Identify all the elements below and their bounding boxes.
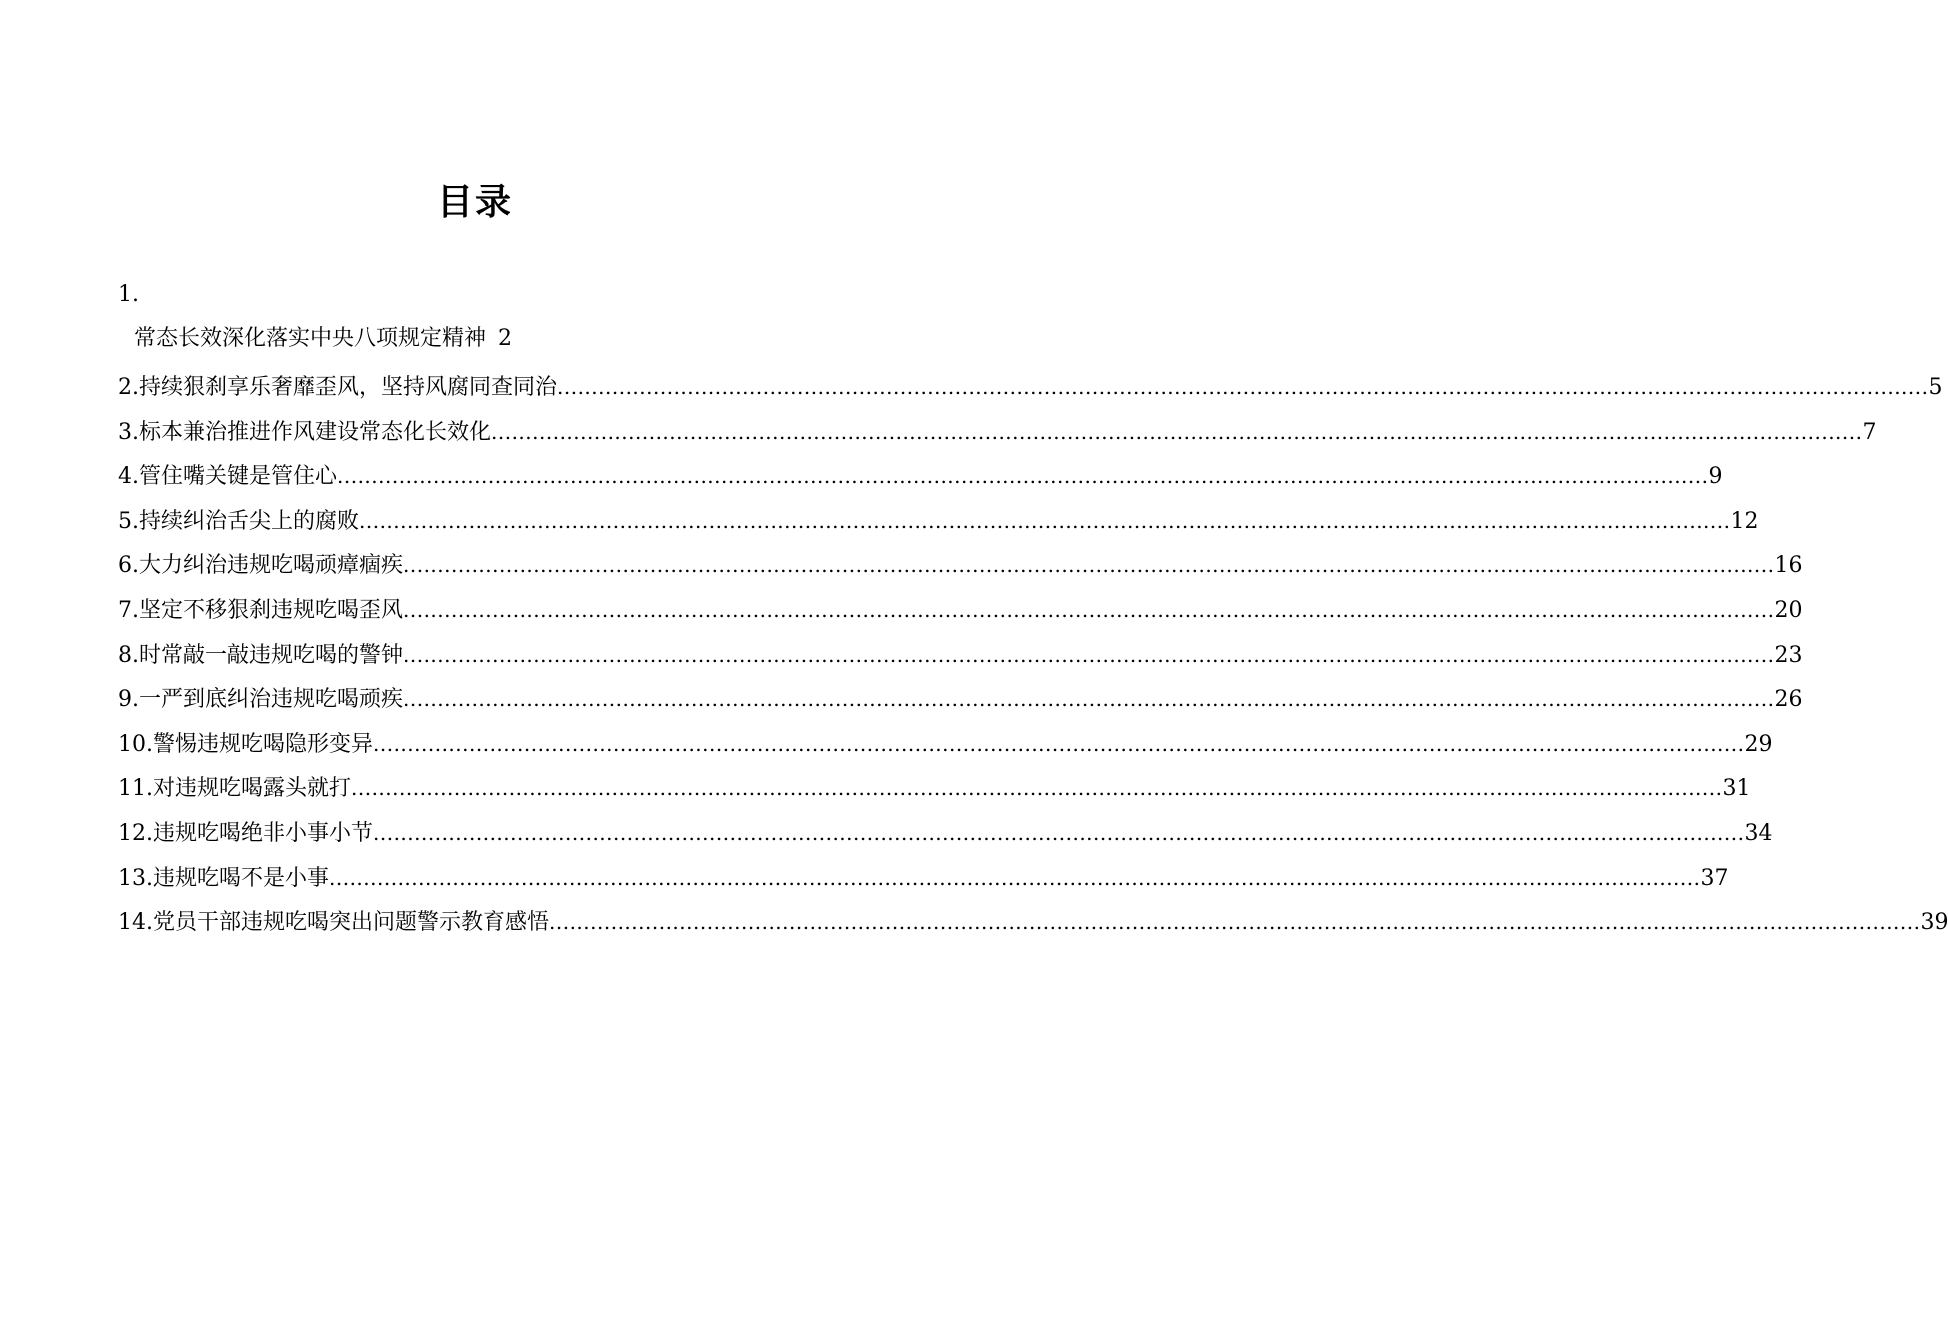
toc-entry-page: 16: [1774, 553, 1803, 579]
toc-entry-page: 7: [1862, 419, 1877, 445]
toc-leader-dots: ........................................................................................................................................................................................................: [549, 910, 1921, 935]
toc-entry-label: 5.持续纠治舌尖上的腐败: [118, 508, 359, 534]
toc-leader-dots: ........................................................................................................................................................................................................: [329, 865, 1701, 890]
toc-leader-dots: ........................................................................................................................................................................................................: [403, 642, 1775, 667]
toc-entry-page: 9: [1708, 464, 1723, 490]
toc-leader-dots: ........................................................................................................................................................................................................: [359, 508, 1731, 533]
toc-leader-dots: ........................................................................................................................................................................................................: [557, 375, 1929, 399]
toc-leader-dots: ........................................................................................................................................................................................................: [403, 553, 1775, 578]
toc-entry-label: 12.违规吃喝绝非小事小节: [118, 820, 373, 846]
toc-entry-page: 31: [1722, 776, 1751, 802]
toc-entry[interactable]: [118, 900, 1948, 945]
toc-leader-dots: ........................................................................................................................................................................................................: [403, 597, 1775, 622]
toc-entry-page: 26: [1774, 687, 1803, 713]
toc-entry-page: 39: [1920, 910, 1948, 936]
toc-entry-page: 34: [1744, 820, 1773, 846]
toc-entry-label: 6.大力纠治违规吃喝顽瘴痼疾: [118, 553, 403, 579]
toc-entry-label: 2.持续狠刹享乐奢靡歪风，坚持风腐同查同治: [118, 375, 557, 400]
toc-entry-label: 常态长效深化落实中央八项规定精神: [134, 326, 487, 351]
toc-entry-page: 12: [1730, 508, 1759, 534]
toc-entry-page: 29: [1744, 731, 1773, 757]
toc-leader-dots: ........................................................................................................................................................................................................: [337, 464, 1709, 489]
toc-entry-label: 3.标本兼治推进作风建设常态化长效化: [118, 419, 491, 445]
table-of-contents: [118, 275, 1948, 945]
toc-entry-page: 2: [498, 326, 513, 351]
toc-entry-label: 4.管住嘴关键是管住心: [118, 464, 337, 490]
toc-entry-label: 14.党员干部违规吃喝突出问题警示教育感悟: [118, 910, 549, 936]
toc-leader-dots: ........................................................................................................................................................................................................: [373, 731, 1745, 756]
toc-entry-page: 23: [1774, 642, 1803, 668]
page-title: 目录: [436, 181, 513, 223]
toc-entry[interactable]: [118, 454, 1723, 499]
toc-entry[interactable]: [118, 588, 1803, 633]
toc-entry-page: 20: [1774, 597, 1803, 623]
toc-entry[interactable]: [118, 677, 1803, 722]
toc-entry[interactable]: [118, 499, 1759, 544]
toc-entry-page: 5: [1928, 375, 1943, 400]
toc-list: [118, 365, 1948, 945]
toc-entry[interactable]: [118, 365, 1943, 410]
toc-entry[interactable]: [118, 722, 1773, 767]
toc-entry-label: 7.坚定不移狠刹违规吃喝歪风: [118, 597, 403, 623]
toc-entry-label: 8.时常敲一敲违规吃喝的警钟: [118, 642, 403, 668]
toc-entry-number: 1.: [118, 282, 139, 307]
toc-entry-label: 10.警惕违规吃喝隐形变异: [118, 731, 373, 757]
toc-leader-dots: ........................................................................................................................................................................................................: [491, 419, 1863, 444]
toc-entry[interactable]: [118, 543, 1803, 588]
toc-leader-dots: ........................................................................................................................................................................................................: [373, 820, 1745, 845]
toc-entry[interactable]: [118, 766, 1751, 811]
toc-entry[interactable]: [118, 856, 1729, 901]
toc-entry[interactable]: [118, 410, 1877, 455]
toc-entry[interactable]: [118, 811, 1773, 856]
toc-entry-label: 13.违规吃喝不是小事: [118, 865, 329, 891]
toc-entry-1[interactable]: [118, 275, 780, 365]
toc-entry-title-line: [134, 319, 512, 359]
toc-entry[interactable]: [118, 633, 1803, 678]
toc-leader-dots: ........................................................................................................................................................................................................: [351, 776, 1723, 801]
toc-leader-dots: ........................................................................................................................................................................................................: [403, 687, 1775, 712]
toc-entry-label: 9.一严到底纠治违规吃喝顽疾: [118, 687, 403, 713]
toc-entry-label: 11.对违规吃喝露头就打: [118, 776, 351, 802]
toc-entry-page: 37: [1700, 865, 1729, 891]
